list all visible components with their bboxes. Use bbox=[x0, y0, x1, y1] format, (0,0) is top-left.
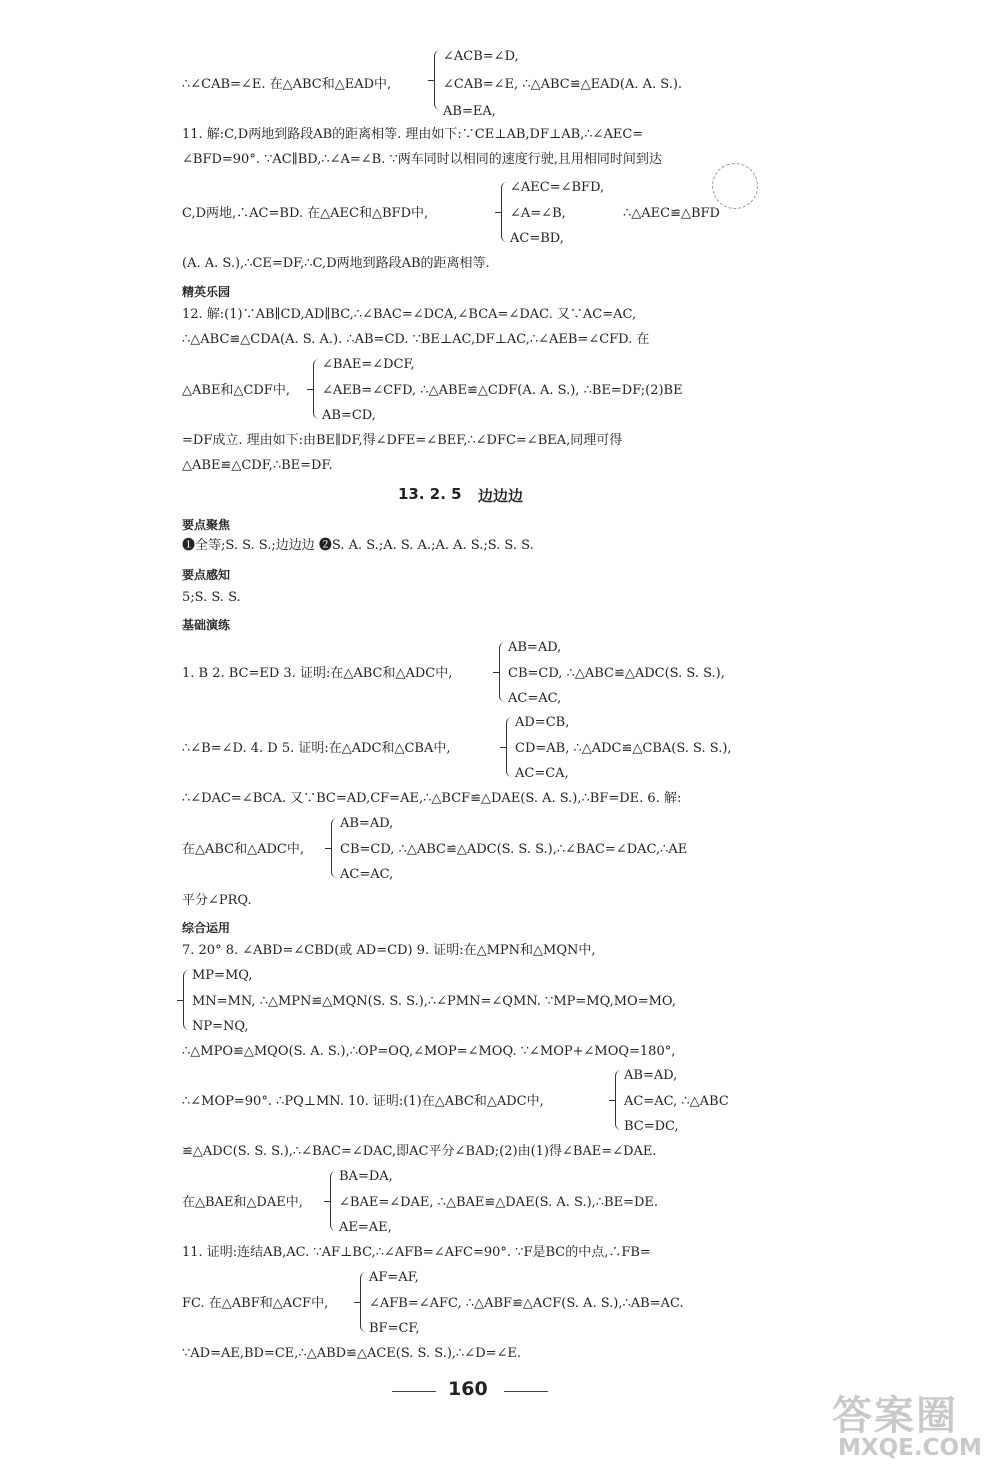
text-line: 在△BAE和△DAE中, bbox=[182, 1195, 303, 1210]
section-heading: 综合运用 bbox=[182, 921, 231, 935]
text-line: AE=AE, bbox=[339, 1220, 392, 1235]
brace bbox=[330, 1171, 336, 1231]
text-line: AB=EA, bbox=[443, 104, 496, 119]
text-line: (A. A. S.),∴CE=DF,∴C,D两地到路段AB的距离相等. bbox=[182, 256, 490, 271]
text-line: ∴∠CAB=∠E. 在△ABC和△EAD中, bbox=[182, 77, 392, 92]
section-title: 边边边 bbox=[478, 487, 524, 505]
text-line: C,D两地,∴AC=BD. 在△AEC和△BFD中, bbox=[182, 206, 429, 221]
text-line: AC=AC, ∴△ABC bbox=[624, 1094, 729, 1109]
page-number-rule-left bbox=[392, 1391, 436, 1392]
text-line: CB=CD, ∴△ABC≌△ADC(S. S. S.), bbox=[508, 666, 725, 681]
text-line: CD=AB, ∴△ADC≌△CBA(S. S. S.), bbox=[515, 741, 732, 756]
text-line: △ABE和△CDF中, bbox=[182, 383, 290, 398]
text-line: 7. 20° 8. ∠ABD=∠CBD(或 AD=CD) 9. 证明:在△MPN和△MQN中, bbox=[182, 943, 596, 958]
section-heading: 基础演练 bbox=[182, 618, 231, 632]
text-line: ∴△AEC≌△BFD bbox=[623, 206, 720, 221]
brace bbox=[183, 970, 189, 1030]
text-line: ∠CAB=∠E, ∴△ABC≌△EAD(A. A. S.). bbox=[443, 77, 683, 92]
text-line: ∴∠DAC=∠BCA. 又∵BC=AD,CF=AE,∴△BCF≌△DAE(S. A. S.),∴BF=DE. 6. 解: bbox=[182, 791, 682, 806]
text-line: ∴△MPO≌△MQO(S. A. S.),∴OP=OQ,∠MOP=∠MOQ. ∵∠MOP+∠MOQ=180°, bbox=[182, 1044, 676, 1059]
text-line: AC=BD, bbox=[510, 231, 564, 246]
text-line: AB=AD, bbox=[340, 816, 394, 831]
watermark-url: MXQE.COM bbox=[838, 1435, 982, 1461]
brace bbox=[506, 717, 512, 777]
brace bbox=[434, 50, 440, 110]
text-line: MP=MQ, bbox=[192, 968, 253, 983]
text-line: AB=AD, bbox=[508, 640, 562, 655]
text-line: ∠AEB=∠CFD, ∴△ABE≌△CDF(A. A. S.), ∴BE=DF;(2)BE bbox=[322, 383, 683, 398]
brace bbox=[360, 1272, 366, 1332]
text-line: ∴△ABC≌△CDA(A. S. A.). ∴AB=CD. ∵BE⊥AC,DF⊥AC,∴∠AEB=∠CFD. 在 bbox=[182, 332, 650, 347]
text-line: FC. 在△ABF和△ACF中, bbox=[182, 1296, 329, 1311]
brace bbox=[615, 1070, 621, 1130]
text-line: ∠AFB=∠AFC, ∴△ABF≌△ACF(S. A. S.),∴AB=AC. bbox=[369, 1296, 684, 1311]
text-line: ∠A=∠B, bbox=[510, 206, 566, 221]
text-line: AC=CA, bbox=[515, 766, 569, 781]
text-line: BA=DA, bbox=[339, 1169, 393, 1184]
text-line: ∠AEC=∠BFD, bbox=[510, 180, 605, 195]
text-line: AC=AC, bbox=[340, 867, 394, 882]
text-line: 平分∠PRQ. bbox=[182, 893, 252, 908]
watermark-logo: 答案圈 bbox=[832, 1393, 958, 1439]
brace bbox=[499, 642, 505, 702]
text-line: AC=AC, bbox=[508, 691, 562, 706]
text-line: AF=AF, bbox=[369, 1270, 419, 1285]
text-line: ∴∠B=∠D. 4. D 5. 证明:在△ADC和△CBA中, bbox=[182, 741, 451, 756]
text-line: ❶全等;S. S. S.;边边边 ❷S. A. S.;A. S. A.;A. A. S.;S. S. S. bbox=[182, 538, 534, 553]
text-line: ∠BAE=∠DAE, ∴△BAE≌△DAE(S. A. S.),∴BE=DE. bbox=[339, 1195, 659, 1210]
text-line: CB=CD, ∴△ABC≌△ADC(S. S. S.),∴∠BAC=∠DAC,∴AE bbox=[340, 842, 688, 857]
text-line: BC=DC, bbox=[624, 1119, 679, 1134]
text-line: 1. B 2. BC=ED 3. 证明:在△ABC和△ADC中, bbox=[182, 666, 453, 681]
text-line: AD=CB, bbox=[515, 715, 570, 730]
text-line: 12. 解:(1)∵AB∥CD,AD∥BC,∴∠BAC=∠DCA,∠BCA=∠DAC. 又∵AC=AC, bbox=[182, 307, 637, 322]
text-line: 在△ABC和△ADC中, bbox=[182, 842, 305, 857]
page-number-rule-right bbox=[504, 1391, 548, 1392]
brace bbox=[331, 818, 337, 878]
text-line: AB=AD, bbox=[624, 1068, 678, 1083]
text-line: 11. 解:C,D两地到路段AB的距离相等. 理由如下:∵CE⊥AB,DF⊥AB,∴∠AEC= bbox=[182, 127, 644, 142]
text-line: ∴∠MOP=90°. ∴PQ⊥MN. 10. 证明:(1)在△ABC和△ADC中, bbox=[182, 1094, 544, 1109]
section-heading: 要点聚焦 bbox=[182, 518, 231, 532]
text-line: ∠ACB=∠D, bbox=[443, 49, 519, 64]
page-number: 160 bbox=[448, 1378, 488, 1400]
text-line: ∠BFD=90°. ∵AC∥BD,∴∠A=∠B. ∵两车同时以相同的速度行驶,且用相同时间到达 bbox=[182, 152, 662, 167]
text-line: △ABE≌△CDF,∴BE=DF. bbox=[182, 458, 333, 473]
brace bbox=[313, 359, 319, 419]
text-line: ∠BAE=∠DCF, bbox=[322, 357, 415, 372]
section-heading: 精英乐园 bbox=[182, 285, 231, 299]
text-line: NP=NQ, bbox=[192, 1019, 249, 1034]
text-line: MN=MN, ∴△MPN≌△MQN(S. S. S.),∴∠PMN=∠QMN. ∵MP=MQ,MO=MO, bbox=[192, 994, 676, 1009]
section-number: 13. 2. 5 bbox=[398, 485, 462, 503]
text-line: ≌△ADC(S. S. S.),∴∠BAC=∠DAC,即AC平分∠BAD;(2)由(1)得∠BAE=∠DAE. bbox=[182, 1144, 657, 1159]
text-line: AB=CD, bbox=[322, 408, 376, 423]
section-heading: 要点感知 bbox=[182, 568, 231, 582]
text-line: ∵AD=AE,BD=CE,∴△ABD≌△ACE(S. S. S.),∴∠D=∠E. bbox=[182, 1346, 522, 1361]
text-line: BF=CF, bbox=[369, 1321, 420, 1336]
text-line: =DF成立. 理由如下:由BE∥DF,得∠DFE=∠BEF,∴∠DFC=∠BEA,同理可得 bbox=[182, 433, 623, 448]
text-line: 11. 证明:连结AB,AC. ∵AF⊥BC,∴∠AFB=∠AFC=90°. ∵F是BC的中点,∴FB= bbox=[182, 1245, 651, 1260]
text-line: 5;S. S. S. bbox=[182, 590, 241, 605]
brace bbox=[501, 182, 507, 242]
